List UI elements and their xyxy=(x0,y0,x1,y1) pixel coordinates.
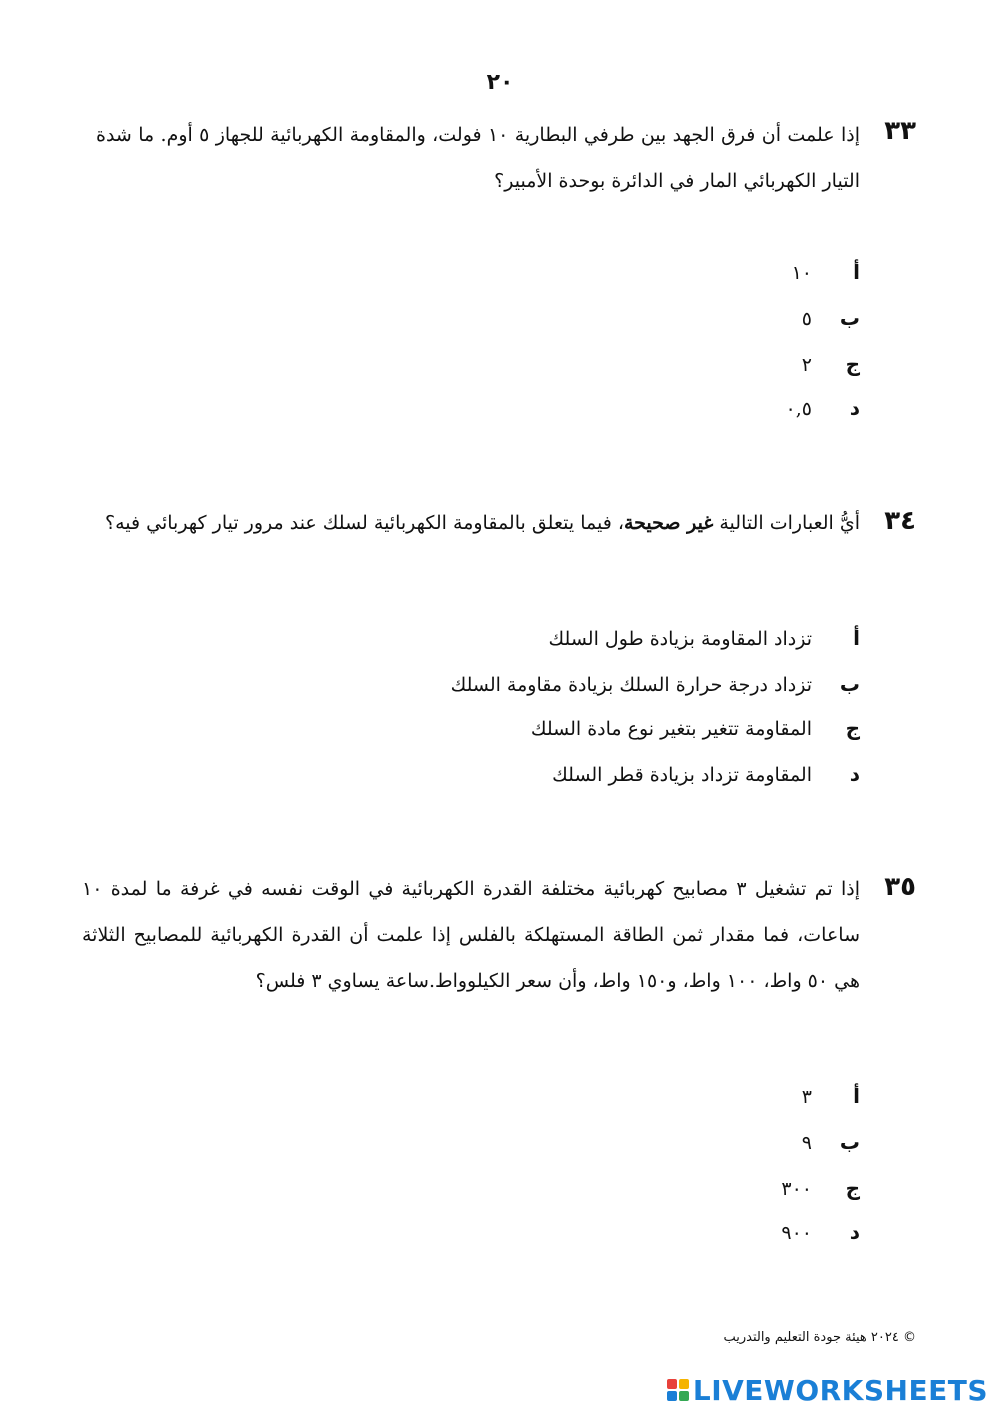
question-35-option-d[interactable] xyxy=(781,1220,860,1244)
option-value: تزداد درجة حرارة السلك بزيادة مقاومة السلك xyxy=(450,674,812,696)
option-letter: ج xyxy=(845,716,860,740)
option-letter: ب xyxy=(839,1130,860,1154)
option-value: المقاومة تتغير بتغير نوع مادة السلك xyxy=(530,718,812,740)
option-value: ٥ xyxy=(801,308,812,330)
option-value: تزداد المقاومة بزيادة طول السلك xyxy=(548,628,812,650)
option-value: ٣ xyxy=(801,1086,812,1108)
option-letter: د xyxy=(849,762,860,786)
question-34-text-before: أيُّ العبارات التالية xyxy=(713,512,860,534)
question-35-option-a[interactable] xyxy=(802,1084,860,1108)
question-33-option-a[interactable] xyxy=(792,260,860,284)
question-33-option-b[interactable] xyxy=(802,306,860,330)
option-value: ٢ xyxy=(801,354,812,376)
question-34-option-c[interactable] xyxy=(531,716,860,740)
question-34-text-after: ، فيما يتعلق بالمقاومة الكهربائية لسلك عند مرور تيار كهربائي فيه؟ xyxy=(104,512,624,534)
logo-block xyxy=(667,1379,677,1389)
question-33-option-c[interactable] xyxy=(802,352,860,376)
question-34-option-d[interactable] xyxy=(552,762,860,786)
option-letter: ج xyxy=(845,1176,860,1200)
question-34-text-bold: غير صحيحة xyxy=(623,512,714,534)
question-34-option-b[interactable] xyxy=(451,672,860,696)
copyright-notice: © ٢٠٢٤ هيئة جودة التعليم والتدريب xyxy=(723,1330,916,1345)
logo-block xyxy=(679,1379,689,1389)
question-35-number: ٣٥ xyxy=(884,872,916,902)
option-letter: أ xyxy=(853,260,860,284)
page-number: ٢٠ xyxy=(486,70,514,95)
option-letter: د xyxy=(849,1220,860,1244)
question-35-option-b[interactable] xyxy=(802,1130,860,1154)
liveworksheets-logo[interactable] xyxy=(667,1374,988,1406)
option-letter: ب xyxy=(839,672,860,696)
option-value: ٠,٥ xyxy=(785,398,812,420)
option-value: ١٠ xyxy=(791,262,812,284)
logo-blocks-icon xyxy=(667,1379,689,1401)
question-34-option-a[interactable] xyxy=(549,626,860,650)
question-33-option-d[interactable] xyxy=(786,396,860,420)
option-letter: ج xyxy=(845,352,860,376)
option-value: ٣٠٠ xyxy=(781,1178,812,1200)
option-letter: أ xyxy=(853,626,860,650)
option-value: ٩٠٠ xyxy=(781,1222,812,1244)
question-34-text xyxy=(82,500,860,546)
logo-block xyxy=(679,1391,689,1401)
option-value: ٩ xyxy=(801,1132,812,1154)
logo-text: LIVEWORKSHEETS xyxy=(692,1373,988,1407)
question-33-text: إذا علمت أن فرق الجهد بين طرفي البطارية ١٠ فولت، والمقاومة الكهربائية للجهاز ٥ أوم. ما شدة التيار الكهربائي المار في الدائرة بوحدة الأمبير؟ xyxy=(96,124,860,192)
question-34-number: ٣٤ xyxy=(884,506,916,536)
option-letter: ب xyxy=(839,306,860,330)
option-value: المقاومة تزداد بزيادة قطر السلك xyxy=(552,764,812,786)
question-35-text: إذا تم تشغيل ٣ مصابيح كهربائية مختلفة القدرة الكهربائية في الوقت نفسه في غرفة ما لمدة ١٠ ساعات، فما مقدار ثمن الطاقة المستهلكة بالفلس إذا علمت أن القدرة الكهربائية للمصابيح الثلاثة هي ٥٠ واط، ١٠٠ واط، و١٥٠ واط، وأن سعر الكيلوواط.ساعة يساوي ٣ فلس؟ xyxy=(82,878,860,992)
option-letter: أ xyxy=(853,1084,860,1108)
question-33-number: ٣٣ xyxy=(884,116,916,146)
logo-block xyxy=(667,1391,677,1401)
option-letter: د xyxy=(849,396,860,420)
question-35-option-c[interactable] xyxy=(781,1176,860,1200)
